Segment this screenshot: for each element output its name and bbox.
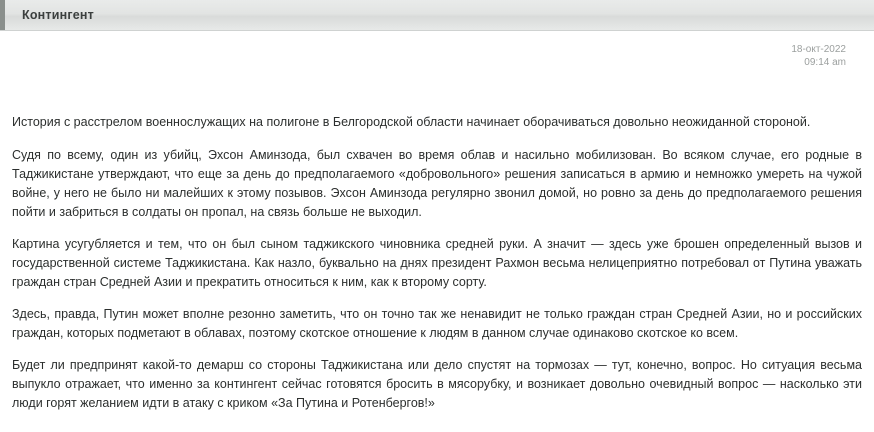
post-paragraph: Картина усугубляется и тем, что он был сыном таджикского чиновника средней руки. А значит — здесь уже брошен определенный вызов и государственной системе Таджикистана. Как назло, буквально на днях президент Рахмон весьма нелицеприятно потребовал от Путина уважать граждан стран Средней Азии и прекратить относиться к ним, как к второму сорту. (12, 237, 862, 289)
channel-title: Контингент (22, 8, 95, 22)
post-meta (791, 43, 846, 69)
post-time: 09:14 am (804, 57, 846, 68)
post-paragraph: Будет ли предпринят какой-то демарш со стороны Таджикистана или дело спустят на тормозах — тут, конечно, вопрос. Но ситуация весьма выпукло отражает, что именно за контингент сейчас готовятся бросить в мясорубку, и возникает довольно очевидный вопрос — насколько эти люди горят желанием идти в атаку с криком «За Путина и Ротенбергов!» (12, 358, 862, 410)
post-body (12, 113, 862, 426)
header-accent-bar (0, 0, 5, 30)
channel-header (0, 0, 874, 31)
post-date: 18-окт-2022 (791, 44, 846, 55)
post-paragraph: Судя по всему, один из убийц, Эхсон Аминзода, был схвачен во время облав и насильно мобилизован. Во всяком случае, его родные в Таджикистане утверждают, что еще за день до предполагаемого «добровольного» решения записаться в армию и немножко умереть на чужой войне, у него не было ни малейших к этому позывов. Эхсон Аминзода регулярно звонил домой, но ровно за день до предполагаемого решения пойти и забриться в солдаты он пропал, на связь больше не выходил. (12, 148, 862, 219)
post-paragraph: История с расстрелом военнослужащих на полигоне в Белгородской области начинает оборачиваться довольно неожиданной стороной. (12, 115, 811, 129)
post-paragraph: Здесь, правда, Путин может вполне резонно заметить, что он точно так же ненавидит не только граждан стран Средней Азии, но и российских граждан, которых подметают в облавах, поэтому скотское отношение к людям в данном случае одинаково скотское ко всем. (12, 307, 862, 340)
